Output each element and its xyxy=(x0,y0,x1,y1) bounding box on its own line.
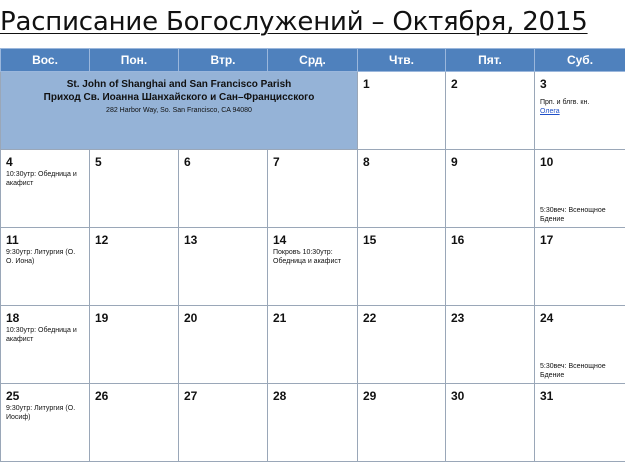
day-number: 1 xyxy=(363,77,370,91)
calendar-table xyxy=(0,48,625,462)
day-number: 22 xyxy=(363,311,377,325)
day-cell xyxy=(535,306,625,384)
day-cell xyxy=(90,306,179,384)
day-note: 10:30утр: Обедница и акафист xyxy=(6,327,77,343)
week-row-2 xyxy=(1,150,625,228)
day-cell xyxy=(358,384,446,462)
day-cell xyxy=(90,384,179,462)
day-note xyxy=(540,98,620,116)
day-cell xyxy=(535,150,625,228)
week-row-1 xyxy=(1,72,625,150)
day-cell xyxy=(179,306,268,384)
parish-address: 282 Harbor Way, So. San Francisco, CA 94080 xyxy=(106,107,252,114)
day-cell xyxy=(1,384,90,462)
week-row-3 xyxy=(1,228,625,306)
day-number: 27 xyxy=(184,389,198,403)
day-cell xyxy=(179,228,268,306)
day-number: 11 xyxy=(6,233,19,247)
day-number: 14 xyxy=(273,233,287,247)
day-number: 30 xyxy=(451,389,465,403)
day-cell xyxy=(1,228,90,306)
day-cell xyxy=(446,384,535,462)
weekday-header-sun: Вос. xyxy=(1,49,90,72)
day-number: 2 xyxy=(451,77,458,91)
day-cell xyxy=(179,150,268,228)
day-note: 5:30веч: Всенощное Бдение xyxy=(540,207,606,223)
saint-link[interactable]: Олега xyxy=(540,108,560,115)
weekday-header-fri: Пят. xyxy=(446,49,535,72)
weekday-header-sat: Суб. xyxy=(535,49,625,72)
day-cell xyxy=(446,150,535,228)
day-number: 29 xyxy=(363,389,377,403)
day-number: 17 xyxy=(540,233,554,247)
weekday-header-mon: Пон. xyxy=(90,49,179,72)
day-number: 13 xyxy=(184,233,198,247)
day-number: 7 xyxy=(273,155,280,169)
day-number: 12 xyxy=(95,233,109,247)
day-cell xyxy=(358,228,446,306)
day-cell xyxy=(446,228,535,306)
day-number: 31 xyxy=(540,389,554,403)
day-note-text: Прп. и блгв. кн. xyxy=(540,99,590,106)
day-number: 5 xyxy=(95,155,102,169)
day-cell xyxy=(535,228,625,306)
day-number: 23 xyxy=(451,311,465,325)
parish-name-ru: Приход Св. Иоанна Шанхайского и Сан–Францисского xyxy=(43,92,315,103)
day-number: 26 xyxy=(95,389,109,403)
day-cell xyxy=(90,228,179,306)
page-title: Расписание Богослужений – Октября, 2015 xyxy=(0,7,588,37)
day-cell xyxy=(1,306,90,384)
day-number: 16 xyxy=(451,233,465,247)
day-number: 20 xyxy=(184,311,198,325)
day-cell xyxy=(268,150,358,228)
day-number: 25 xyxy=(6,389,20,403)
weekday-header-wed: Срд. xyxy=(268,49,358,72)
day-cell xyxy=(535,72,625,150)
day-cell xyxy=(179,384,268,462)
day-cell xyxy=(535,384,625,462)
day-number: 8 xyxy=(363,155,370,169)
week-row-4 xyxy=(1,306,625,384)
day-cell xyxy=(90,150,179,228)
weekday-header-row xyxy=(1,49,625,72)
day-number: 15 xyxy=(363,233,377,247)
day-cell xyxy=(268,228,358,306)
day-cell xyxy=(358,150,446,228)
parish-name-en: St. John of Shanghai and San Francisco Parish xyxy=(66,79,292,90)
parish-info-cell xyxy=(1,72,358,150)
day-number: 24 xyxy=(540,311,554,325)
day-note: 9:30утр: Литургия (О. Иосиф) xyxy=(6,405,76,421)
day-number: 9 xyxy=(451,155,458,169)
day-number: 18 xyxy=(6,311,20,325)
day-note: 5:30веч: Всенощное Бдение xyxy=(540,363,606,379)
day-number: 19 xyxy=(95,311,109,325)
day-cell xyxy=(358,306,446,384)
day-number: 3 xyxy=(540,77,547,91)
day-number: 28 xyxy=(273,389,287,403)
day-number: 6 xyxy=(184,155,191,169)
day-cell xyxy=(268,306,358,384)
day-cell xyxy=(1,150,90,228)
day-number: 10 xyxy=(540,155,554,169)
day-note: 10:30утр: Обедница и акафист xyxy=(6,171,77,187)
weekday-header-thu: Чтв. xyxy=(358,49,446,72)
day-note: 9:30утр: Литургия (О. О. Иона) xyxy=(6,249,76,265)
day-note: Покровъ 10:30утр: Обедница и акафист xyxy=(273,249,342,265)
day-number: 4 xyxy=(6,155,13,169)
week-row-5 xyxy=(1,384,625,462)
day-cell xyxy=(268,384,358,462)
day-cell xyxy=(446,306,535,384)
day-cell xyxy=(358,72,446,150)
day-number: 21 xyxy=(273,311,287,325)
weekday-header-tue: Втр. xyxy=(179,49,268,72)
day-cell xyxy=(446,72,535,150)
